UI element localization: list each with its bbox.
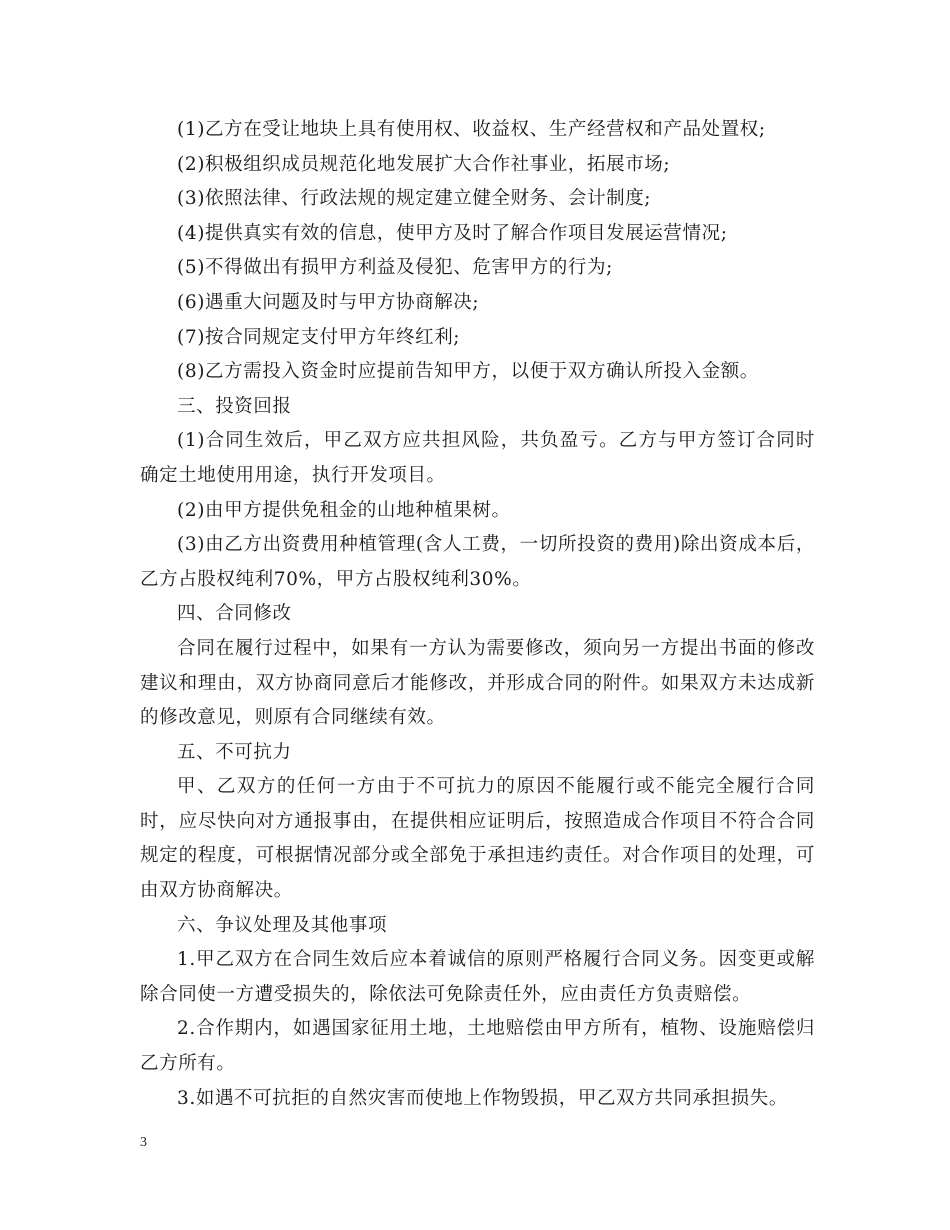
clause-2: (2)积极组织成员规范化地发展扩大合作社事业，拓展市场; bbox=[177, 153, 671, 175]
investment-clause-3: (3)由乙方出资费用种植管理(含人工费，一切所投资的费用)除出资成本后，乙方占股权纯利70%，甲方占股权纯利30%。 bbox=[140, 534, 815, 590]
clause-4: (4)提供真实有效的信息，使甲方及时了解合作项目发展运营情况; bbox=[177, 222, 728, 244]
section-heading-dispute-resolution: 六、争议处理及其他事项 bbox=[177, 914, 388, 936]
document-body bbox=[140, 113, 815, 1116]
section-heading-contract-modification: 四、合同修改 bbox=[177, 603, 292, 625]
dispute-clause-1: 1.甲乙双方在合同生效后应本着诚信的原则严格履行合同义务。因变更或解除合同使一方遭受损失的，除依法可免除责任外，应由责任方负责赔偿。 bbox=[140, 949, 815, 1005]
investment-clause-2: (2)由甲方提供免租金的山地种植果树。 bbox=[177, 499, 511, 521]
modification-paragraph: 合同在履行过程中，如果有一方认为需要修改，须向另一方提出书面的修改建议和理由，双方协商同意后才能修改，并形成合同的附件。如果双方未达成新的修改意见，则原有合同继续有效。 bbox=[140, 637, 815, 729]
section-heading-force-majeure: 五、不可抗力 bbox=[177, 741, 292, 763]
clause-3: (3)依照法律、行政法规的规定建立健全财务、会计制度; bbox=[177, 188, 652, 210]
clause-8: (8)乙方需投入资金时应提前告知甲方，以便于双方确认所投入金额。 bbox=[177, 361, 759, 383]
page-number: 3 bbox=[140, 1135, 147, 1150]
clause-1: (1)乙方在受让地块上具有使用权、收益权、生产经营权和产品处置权; bbox=[177, 119, 766, 140]
clause-5: (5)不得做出有损甲方利益及侵犯、危害甲方的行为; bbox=[177, 257, 613, 279]
section-heading-investment-return: 三、投资回报 bbox=[177, 395, 292, 417]
force-majeure-paragraph: 甲、乙双方的任何一方由于不可抗力的原因不能履行或不能完全履行合同时，应尽快向对方通报事由，在提供相应证明后，按照造成合作项目不符合合同规定的程度，可根据情况部分或全部免于承担违约责任。对合作项目的处理，可由双方协商解决。 bbox=[140, 776, 815, 902]
clause-6: (6)遇重大问题及时与甲方协商解决; bbox=[177, 291, 480, 313]
clause-7: (7)按合同规定支付甲方年终红利; bbox=[177, 326, 461, 348]
dispute-clause-2: 2.合作期内，如遇国家征用土地，土地赔偿由甲方所有，植物、设施赔偿归乙方所有。 bbox=[140, 1018, 815, 1075]
dispute-clause-3: 3.如遇不可抗拒的自然灾害而使地上作物毁损，甲乙双方共同承担损失。 bbox=[177, 1087, 788, 1109]
investment-clause-1: (1)合同生效后，甲乙双方应共担风险，共负盈亏。乙方与甲方签订合同时确定土地使用用途，执行开发项目。 bbox=[140, 430, 815, 486]
